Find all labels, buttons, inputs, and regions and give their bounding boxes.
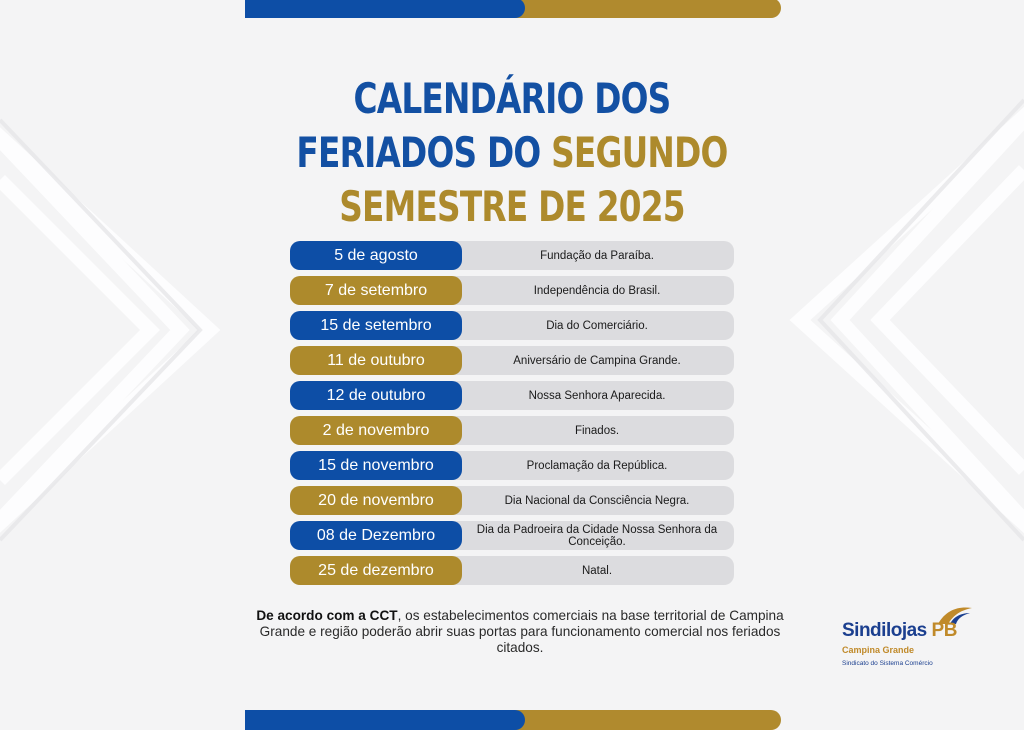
- holiday-date: 20 de novembro: [290, 486, 462, 515]
- title-line-1: CALENDÁRIO DOS: [353, 74, 671, 123]
- holiday-name: Dia da Padroeira da Cidade Nossa Senhora da Conceição.: [440, 521, 734, 550]
- cct-note-bold: De acordo com a CCT: [256, 608, 398, 623]
- bottom-decor-bar: [245, 710, 781, 730]
- sindilojas-logo: [838, 600, 978, 675]
- holiday-date: 12 de outubro: [290, 381, 462, 410]
- holiday-date: 25 de dezembro: [290, 556, 462, 585]
- holiday-name: Dia Nacional da Consciência Negra.: [440, 486, 734, 515]
- holiday-row: [290, 381, 734, 410]
- page-title: [113, 72, 912, 234]
- title-line-3: SEMESTRE DE 2025: [339, 182, 685, 231]
- holiday-row: [290, 521, 734, 550]
- holiday-list: [290, 241, 734, 591]
- logo-city: Campina Grande: [842, 645, 915, 655]
- holiday-row: [290, 276, 734, 305]
- holiday-row: [290, 311, 734, 340]
- holiday-name: Dia do Comerciário.: [440, 311, 734, 340]
- title-line-2a: FERIADOS DO: [296, 128, 552, 177]
- top-decor-bar: [245, 0, 781, 18]
- holiday-row: [290, 241, 734, 270]
- holiday-date: 15 de setembro: [290, 311, 462, 340]
- logo-tagline: Sindicato do Sistema Comércio: [842, 660, 933, 667]
- cct-note-text: , os estabelecimentos comerciais na base territorial de Campina Grande e região poderão abrir suas portas para funcionamento comercial nos feriados citados.: [259, 608, 784, 655]
- holiday-date: 11 de outubro: [290, 346, 462, 375]
- title-line-2b: SEGUNDO: [551, 128, 728, 177]
- holiday-name: Proclamação da República.: [440, 451, 734, 480]
- holiday-row: [290, 486, 734, 515]
- holiday-name: Aniversário de Campina Grande.: [440, 346, 734, 375]
- holiday-date: 7 de setembro: [290, 276, 462, 305]
- logo-name: Sindilojas PB: [842, 620, 957, 641]
- holiday-date: 15 de novembro: [290, 451, 462, 480]
- holiday-row: [290, 451, 734, 480]
- holiday-name: Finados.: [440, 416, 734, 445]
- cct-note: [250, 608, 790, 656]
- holiday-name: Natal.: [440, 556, 734, 585]
- holiday-name: Fundação da Paraíba.: [440, 241, 734, 270]
- holiday-date: 5 de agosto: [290, 241, 462, 270]
- holiday-date: 08 de Dezembro: [290, 521, 462, 550]
- holiday-date: 2 de novembro: [290, 416, 462, 445]
- holiday-name: Independência do Brasil.: [440, 276, 734, 305]
- holiday-row: [290, 416, 734, 445]
- holiday-row: [290, 346, 734, 375]
- holiday-name: Nossa Senhora Aparecida.: [440, 381, 734, 410]
- holiday-row: [290, 556, 734, 585]
